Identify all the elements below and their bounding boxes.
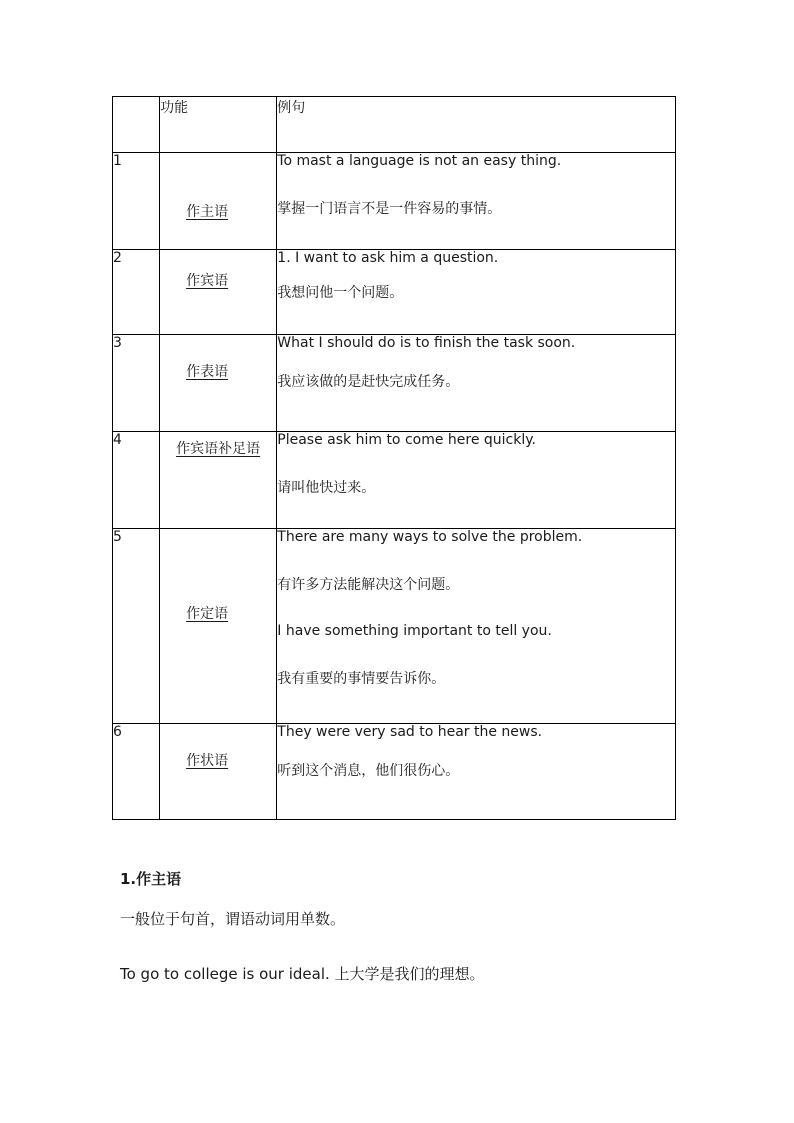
- header-example-cell: 例句: [277, 97, 676, 153]
- row-function-cell: [160, 335, 277, 432]
- example-translation: 我应该做的是赶快完成任务。: [277, 374, 460, 390]
- example-sentence: They were very sad to hear the news.: [277, 724, 543, 740]
- function-label: 作状语: [186, 753, 229, 769]
- table-row: [113, 432, 676, 529]
- row-example-cell: [277, 432, 676, 529]
- table-row: [113, 529, 676, 724]
- example-translation: 听到这个消息，他们很伤心。: [277, 763, 460, 779]
- example-translation: 我有重要的事情要告诉你。: [277, 671, 446, 687]
- row-number: 2: [113, 250, 160, 335]
- table-row: [113, 250, 676, 335]
- example-translation: 请叫他快过来。: [277, 480, 376, 496]
- section-title: 1.作主语: [120, 870, 182, 888]
- header-function-cell: 功能: [160, 97, 277, 153]
- row-example-cell: [277, 250, 676, 335]
- example-sentence: Please ask him to come here quickly.: [277, 432, 536, 448]
- header-number-cell: [113, 97, 160, 153]
- function-label: 作定语: [186, 606, 229, 622]
- row-example-cell: [277, 153, 676, 250]
- row-number: 3: [113, 335, 160, 432]
- example-translation: 有许多方法能解决这个问题。: [277, 577, 460, 593]
- example-sentence: There are many ways to solve the problem.: [277, 529, 583, 545]
- row-function-cell: [160, 153, 277, 250]
- row-function-cell: [160, 432, 277, 529]
- table-row: [113, 153, 676, 250]
- row-number: 1: [113, 153, 160, 250]
- function-label: 作主语: [186, 204, 229, 220]
- grammar-function-table: [112, 96, 676, 820]
- section-example: To go to college is our ideal. 上大学是我们的理想。: [120, 965, 485, 983]
- example-translation: 掌握一门语言不是一件容易的事情。: [277, 201, 502, 217]
- row-example-cell: [277, 724, 676, 820]
- row-function-cell: [160, 250, 277, 335]
- example-sentence: To mast a language is not an easy thing.: [277, 153, 562, 169]
- row-number: 4: [113, 432, 160, 529]
- example-sentence: What I should do is to finish the task soon.: [277, 335, 576, 351]
- section-description: 一般位于句首，谓语动词用单数。: [120, 910, 346, 928]
- row-example-cell: [277, 529, 676, 724]
- row-function-cell: [160, 724, 277, 820]
- table-header-row: [113, 97, 676, 153]
- table-row: [113, 335, 676, 432]
- table-row: [113, 724, 676, 820]
- function-label: 作宾语补足语: [176, 441, 261, 457]
- row-function-cell: [160, 529, 277, 724]
- example-translation: 我想问他一个问题。: [277, 285, 404, 301]
- example-sentence: I have something important to tell you.: [277, 623, 552, 639]
- row-example-cell: [277, 335, 676, 432]
- row-number: 6: [113, 724, 160, 820]
- function-label: 作宾语: [186, 273, 229, 289]
- example-sentence: 1. I want to ask him a question.: [277, 250, 499, 266]
- function-label: 作表语: [186, 364, 229, 380]
- row-number: 5: [113, 529, 160, 724]
